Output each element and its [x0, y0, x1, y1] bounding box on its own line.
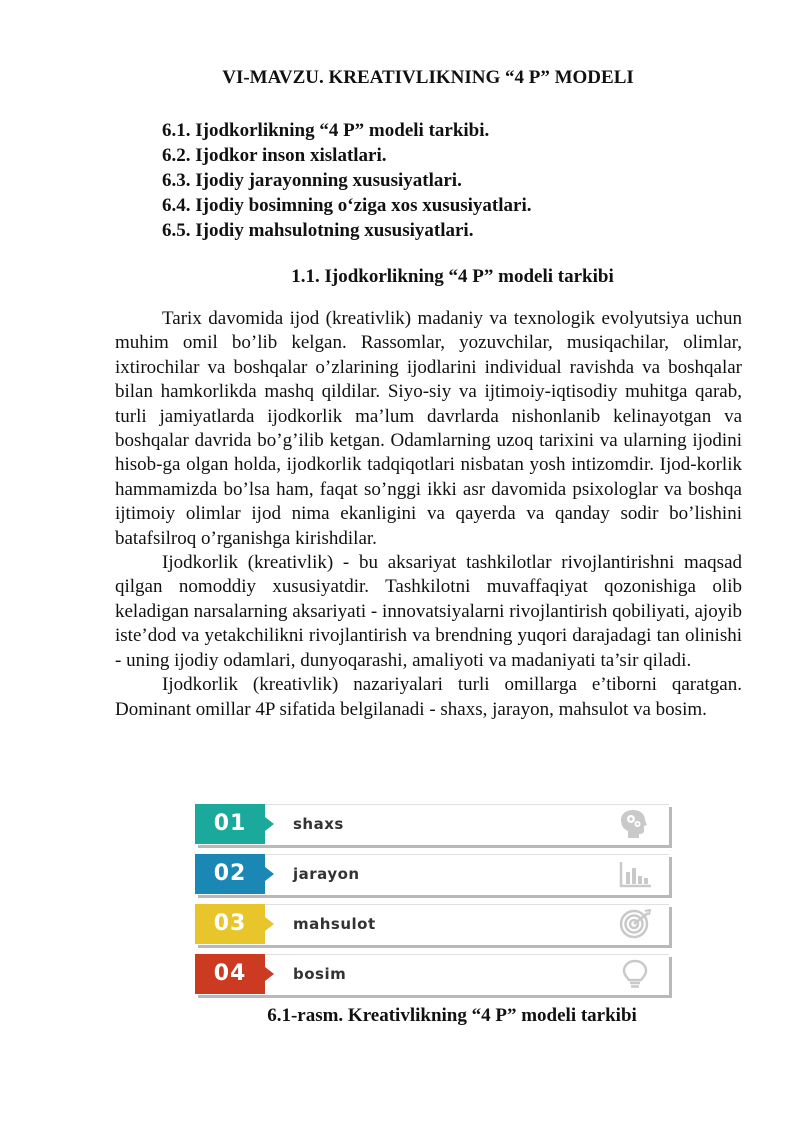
row-number: 04 — [195, 954, 265, 994]
model-row-shaxs — [195, 804, 677, 846]
section-heading: 1.1. Ijodkorlikning “4 P” modeli tarkibi — [291, 266, 614, 287]
figure-caption: 6.1-rasm. Kreativlikning “4 P” modeli tarkibi — [267, 1005, 637, 1026]
arrow-icon — [265, 867, 274, 881]
bar-chart-icon — [617, 858, 653, 890]
row-number: 01 — [195, 804, 265, 844]
model-row-jarayon — [195, 854, 677, 896]
row-label: shaxs — [293, 815, 344, 833]
paragraph: Ijodkorlik (kreativlik) nazariyalari turli omillarga e’tiborni qaratgan. Dominant omillar 4P sifatida belgilanadi - shaxs, jarayon, mahsulot va bosim. — [115, 674, 742, 720]
chapter-title: VI-MAVZU. KREATIVLIKNING “4 P” MODELI — [222, 67, 634, 88]
toc-item: 6.5. Ijodiy mahsulotning xususiyatlari. — [162, 220, 474, 241]
paragraph: Tarix davomida ijod (kreativlik) madaniy va texnologik evolyutsiya uchun muhim omil bo’lib kelgan. Rassomlar, yozuvchilar, musiqachilar, olimlar, ixtirochilar va boshqalar o’zlarining ijodlarini individual ravishda va boshqalar bilan hamkorlikda mashq qildilar. Siyo-siy va ijtimoiy-iqtisodiy muhitga qarab, turli jamiyatlarda ijodkorlik ma’lum davrlarda nishonlanib kelinayotgan va boshqalar davrida bo’g’ilib ketgan. Odamlarning uzoq tarixini va ularning ijodini hisob-ga olgan holda, ijodkorlik tadqiqotlari nisbatan yosh intizomdir. Ijod-korlik hammamizda bo’lsa ham, faqat so’nggi ikki asr davomida psixologlar va boshqa ijtimoiy olimlar ijod nima ekanligini va qayerda va qanday sodir bo’lishini batafsilroq o’rganishga kirishdilar. — [115, 308, 742, 549]
row-label: bosim — [293, 965, 347, 983]
row-number: 03 — [195, 904, 265, 944]
head-gears-icon — [617, 808, 653, 840]
arrow-icon — [265, 817, 274, 831]
toc-item: 6.1. Ijodkorlikning “4 P” modeli tarkibi. — [162, 120, 490, 141]
target-icon — [617, 908, 653, 940]
row-label: jarayon — [293, 865, 360, 883]
arrow-icon — [265, 967, 274, 981]
toc-item: 6.2. Ijodkor inson xislatlari. — [162, 145, 387, 166]
paragraph: Ijodkorlik (kreativlik) - bu aksariyat tashkilotlar rivojlantirishni maqsad qilgan nomoddiy xususiyatdir. Tashkilotni muvaffaqiyat qozonishiga olib keladigan narsalarning aksariyati - innovatsiyalarni rivojlantirish qobiliyati, ajoyib iste’dod va yetakchilikni rivojlantirish va brendning yuqori darajadagi tan olinishi - uning ijodiy odamlari, dunyoqarashi, amaliyoti va madaniyati ta’sir qiladi. — [115, 552, 742, 671]
model-row-bosim — [195, 954, 677, 996]
body-text — [115, 307, 742, 722]
table-of-contents — [162, 118, 532, 243]
row-label: mahsulot — [293, 915, 376, 933]
lightbulb-icon — [617, 958, 653, 990]
arrow-icon — [265, 917, 274, 931]
toc-item: 6.3. Ijodiy jarayonning xususiyatlari. — [162, 170, 462, 191]
model-row-mahsulot — [195, 904, 677, 946]
four-p-model-figure — [195, 804, 677, 996]
toc-item: 6.4. Ijodiy bosimning o‘ziga xos xususiyatlari. — [162, 195, 532, 216]
row-number: 02 — [195, 854, 265, 894]
